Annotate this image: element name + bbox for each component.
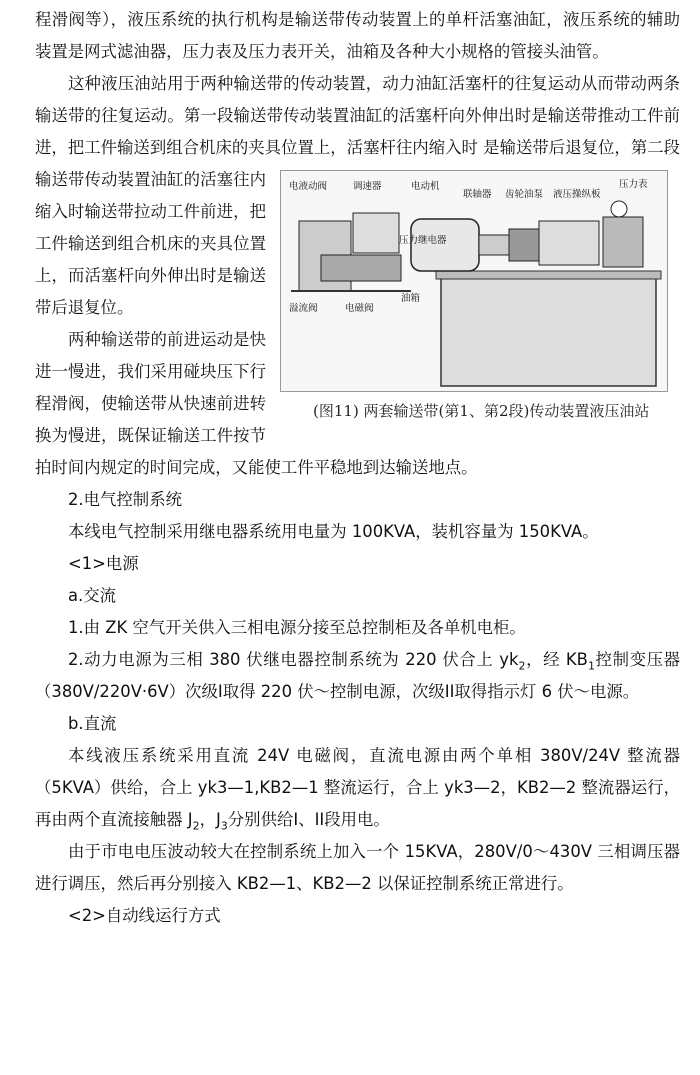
label-solenoid-valve: 电磁阀	[345, 303, 374, 314]
label-oil-tank: 油箱	[401, 293, 421, 304]
p7-sub-2: 3	[220, 819, 228, 833]
label-pressure-gauge: 压力表	[619, 179, 648, 190]
hydraulic-station-drawing	[281, 171, 667, 391]
label-motor: 电动机	[411, 181, 440, 192]
label-speed-regulator: 调速器	[353, 181, 382, 192]
coupling-shape	[479, 235, 509, 255]
paragraph-hydraulic-components: 程滑阀等），液压系统的执行机构是输送带传动装置上的单杆活塞油缸，液压系统的辅助装置是网式滤油器，压力表及压力表开关，油箱及各种大小规格的管接头油管。	[35, 10, 680, 61]
p7-part-a: 本线液压系统采用直流 24V 电磁阀，直流电源由两个单相 380V/24V 整流器（5KVA）供给，合上 yk3—1,KB2—1 整流运行，合上 yk3—2，KB2—2 整流器运行，再由两个直流接触器 J	[35, 746, 680, 829]
heading-electric-control: 2.电气控制系统	[68, 490, 182, 509]
heading-ac: a.交流	[68, 586, 117, 605]
paragraph-feed-motion: 两种输送带的前进运动是快进一慢进，我们采用碰块压下行程滑阀，使输送带从快速前进转换为慢进，既保证输送工件按节拍时间内规定的时间完成，又能使工件平稳地到达输送地点。	[35, 330, 478, 477]
tank-lid-shape	[436, 271, 661, 279]
label-gear-pump: 齿轮油泵	[505, 189, 544, 200]
p7-part-b: ，J	[199, 810, 221, 829]
solenoid-valve-shape	[321, 255, 401, 281]
paragraph-zk-switch: 1.由 ZK 空气开关供入三相电源分接至总控制柜及各单机电柜。	[68, 618, 526, 637]
speed-regulator-shape	[353, 213, 399, 253]
p6-sub-2: 1	[587, 659, 595, 673]
oil-tank-shape	[441, 276, 656, 386]
paragraph-power-consumption: 本线电气控制采用继电器系统用电量为 100KVA，装机容量为 150KVA。	[68, 522, 599, 541]
label-relief-valve: 溢流阀	[289, 303, 318, 314]
figure-image	[280, 170, 668, 392]
p6-part-a: 2.动力电源为三相 380 伏继电器控制系统为 220 伏合上 yk	[68, 650, 519, 669]
valve-block-right-shape	[603, 217, 643, 267]
hydraulic-panel-shape	[539, 221, 599, 265]
heading-auto-line-mode: <2>自动线运行方式	[68, 906, 221, 925]
pressure-gauge-shape	[611, 201, 627, 217]
gear-pump-shape	[509, 229, 539, 261]
paragraph-oil-station-usage-text: 这种液压油站用于两种输送带的传动装置，动力油缸活塞杆的往复运动从而带动两条输送带的往复运动。第一段输送带传动装置油缸的活塞杆向外伸出时是输送带推动工件前进，把工件输送到组合机床的夹具位置上，活塞杆往内缩入时	[35, 74, 680, 157]
heading-dc: b.直流	[68, 714, 117, 733]
label-pressure-relay: 压力继电器	[399, 235, 447, 246]
document-page	[35, 4, 680, 932]
heading-power-supply: <1>电源	[68, 554, 139, 573]
figure-caption: (图11) 两套输送带(第1、第2段)传动装置液压油站	[313, 402, 650, 420]
paragraph-voltage-regulator: 由于市电电压波动较大在控制系统上加入一个 15KVA，280V/0～430V 三相调压器进行调压，然后再分别接入 KB2—1、KB2—2 以保证控制系统正常进行。	[35, 842, 680, 893]
paragraph-oil-station-usage-rest: 是输送带后退复位，第二段输送带传动装置油缸的活塞往内缩入时输送带拉动工件前进，把工件输送到组合机床的夹具位置上，而活塞杆向外伸出时是输送带后退复位。	[35, 138, 681, 317]
p6-part-c: 控制变压器（380V/220V·6V）次级I取得 220 伏～控制电源，次级II取得指示灯 6 伏～电源。	[35, 650, 681, 701]
p6-sub-1: 2	[518, 659, 526, 673]
paragraph-dc-supply	[35, 740, 680, 836]
p6-part-b: ，经 KB	[525, 650, 588, 669]
p7-sub-1: 2	[192, 819, 200, 833]
label-coupling: 联轴器	[463, 189, 492, 200]
label-hydraulic-panel: 液压操纵板	[553, 189, 601, 200]
figure-hydraulic-station	[280, 170, 680, 422]
p7-part-c: 分别供给I、II段用电。	[227, 810, 390, 829]
label-electro-hydraulic-valve: 电液动阀	[289, 181, 328, 192]
paragraph-power-transformer	[35, 644, 680, 708]
